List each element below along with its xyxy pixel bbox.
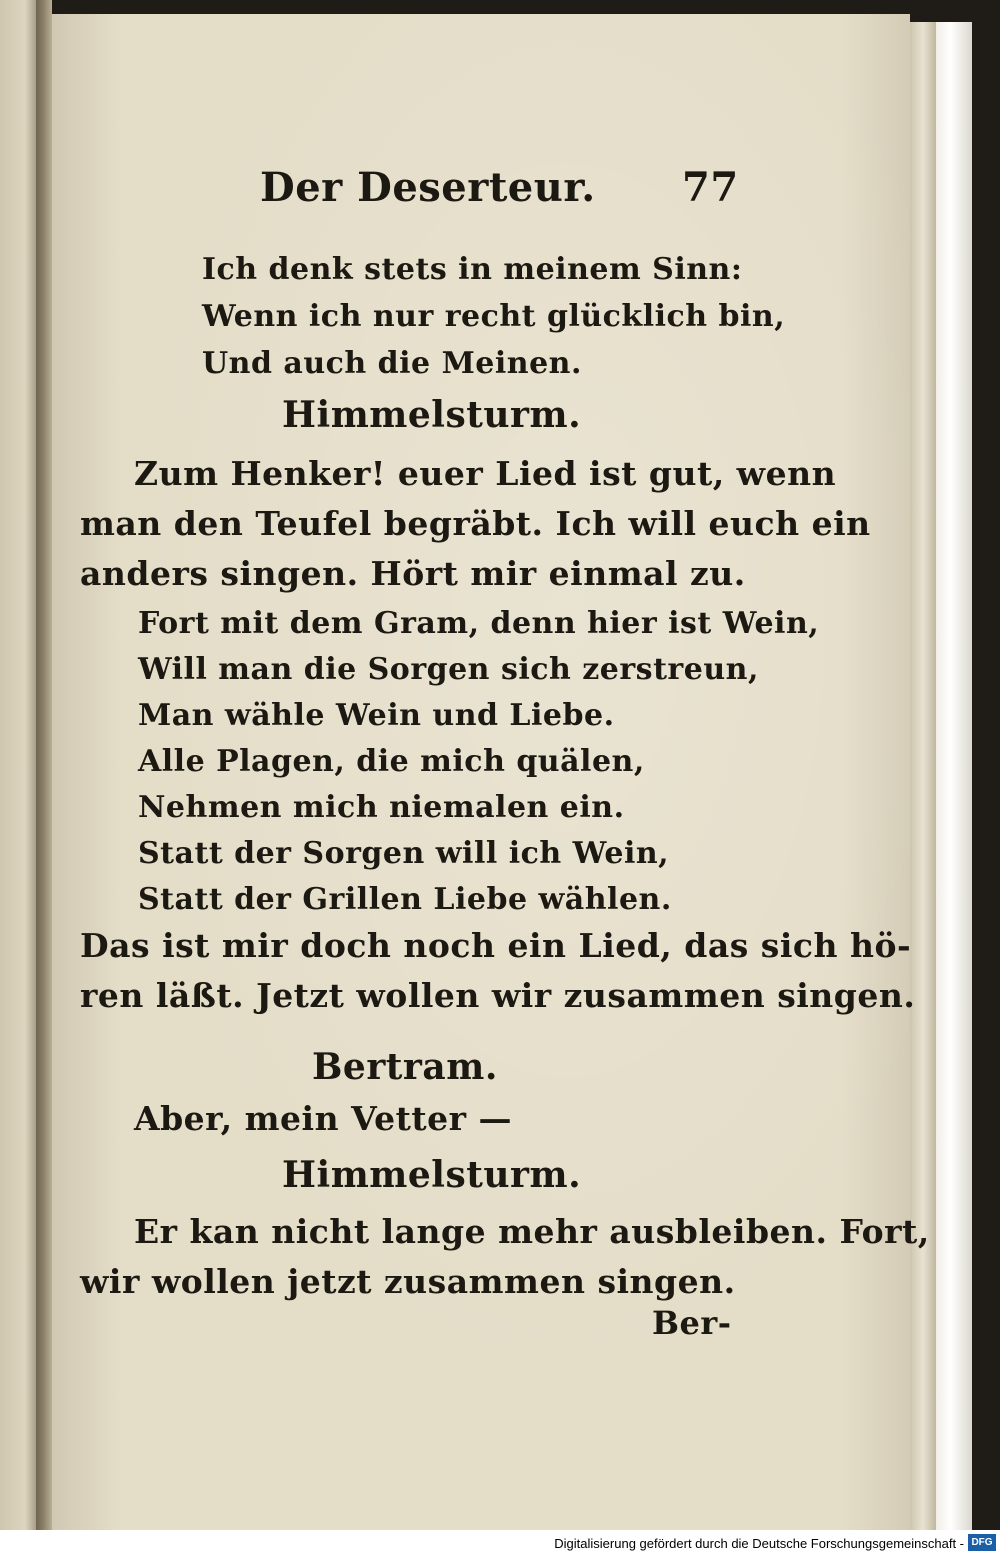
verse-line: Fort mit dem Gram, denn hier ist Wein, [138, 606, 820, 641]
facing-page-edge [0, 0, 36, 1530]
prose-line: Aber, mein Vetter — [134, 1099, 512, 1138]
verse-line: Statt der Grillen Liebe wählen. [138, 882, 672, 917]
prose-line: ren läßt. Jetzt wollen wir zusammen singen. [80, 976, 916, 1015]
catchword: Ber- [652, 1304, 732, 1342]
verse-line: Man wähle Wein und Liebe. [138, 698, 615, 733]
prose-line: Zum Henker! euer Lied ist gut, wenn [134, 454, 837, 493]
dfg-logo-icon: DFG [968, 1534, 996, 1551]
page-stack-edge [910, 22, 936, 1530]
speaker-name: Himmelsturm. [282, 1154, 582, 1196]
speaker-name: Himmelsturm. [282, 394, 582, 436]
book-gutter [36, 0, 52, 1530]
verse-line: Statt der Sorgen will ich Wein, [138, 836, 670, 871]
prose-line: Das ist mir doch noch ein Lied, das sich hö- [80, 926, 912, 965]
verse-line: Nehmen mich niemalen ein. [138, 790, 625, 825]
running-head: Der Deserteur. [260, 164, 596, 211]
prose-line: anders singen. Hört mir einmal zu. [80, 554, 746, 593]
verse-line: Und auch die Meinen. [202, 346, 582, 381]
page-stack-edge-light [936, 22, 972, 1530]
page-number: 77 [682, 164, 739, 211]
prose-line: Er kan nicht lange mehr ausbleiben. Fort, [134, 1212, 930, 1251]
digitization-footer [0, 1530, 1000, 1556]
verse-line: Ich denk stets in meinem Sinn: [202, 252, 743, 287]
prose-line: wir wollen jetzt zusammen singen. [80, 1262, 736, 1301]
footer-credit: Digitalisierung gefördert durch die Deutsche Forschungsgemeinschaft - [554, 1536, 964, 1551]
verse-line: Wenn ich nur recht glücklich bin, [202, 299, 786, 334]
book-page [52, 14, 930, 1530]
speaker-name: Bertram. [312, 1046, 498, 1088]
prose-line: man den Teufel begräbt. Ich will euch ein [80, 504, 871, 543]
page-text [52, 14, 930, 1530]
verse-line: Will man die Sorgen sich zerstreun, [138, 652, 759, 687]
verse-line: Alle Plagen, die mich quälen, [138, 744, 645, 779]
